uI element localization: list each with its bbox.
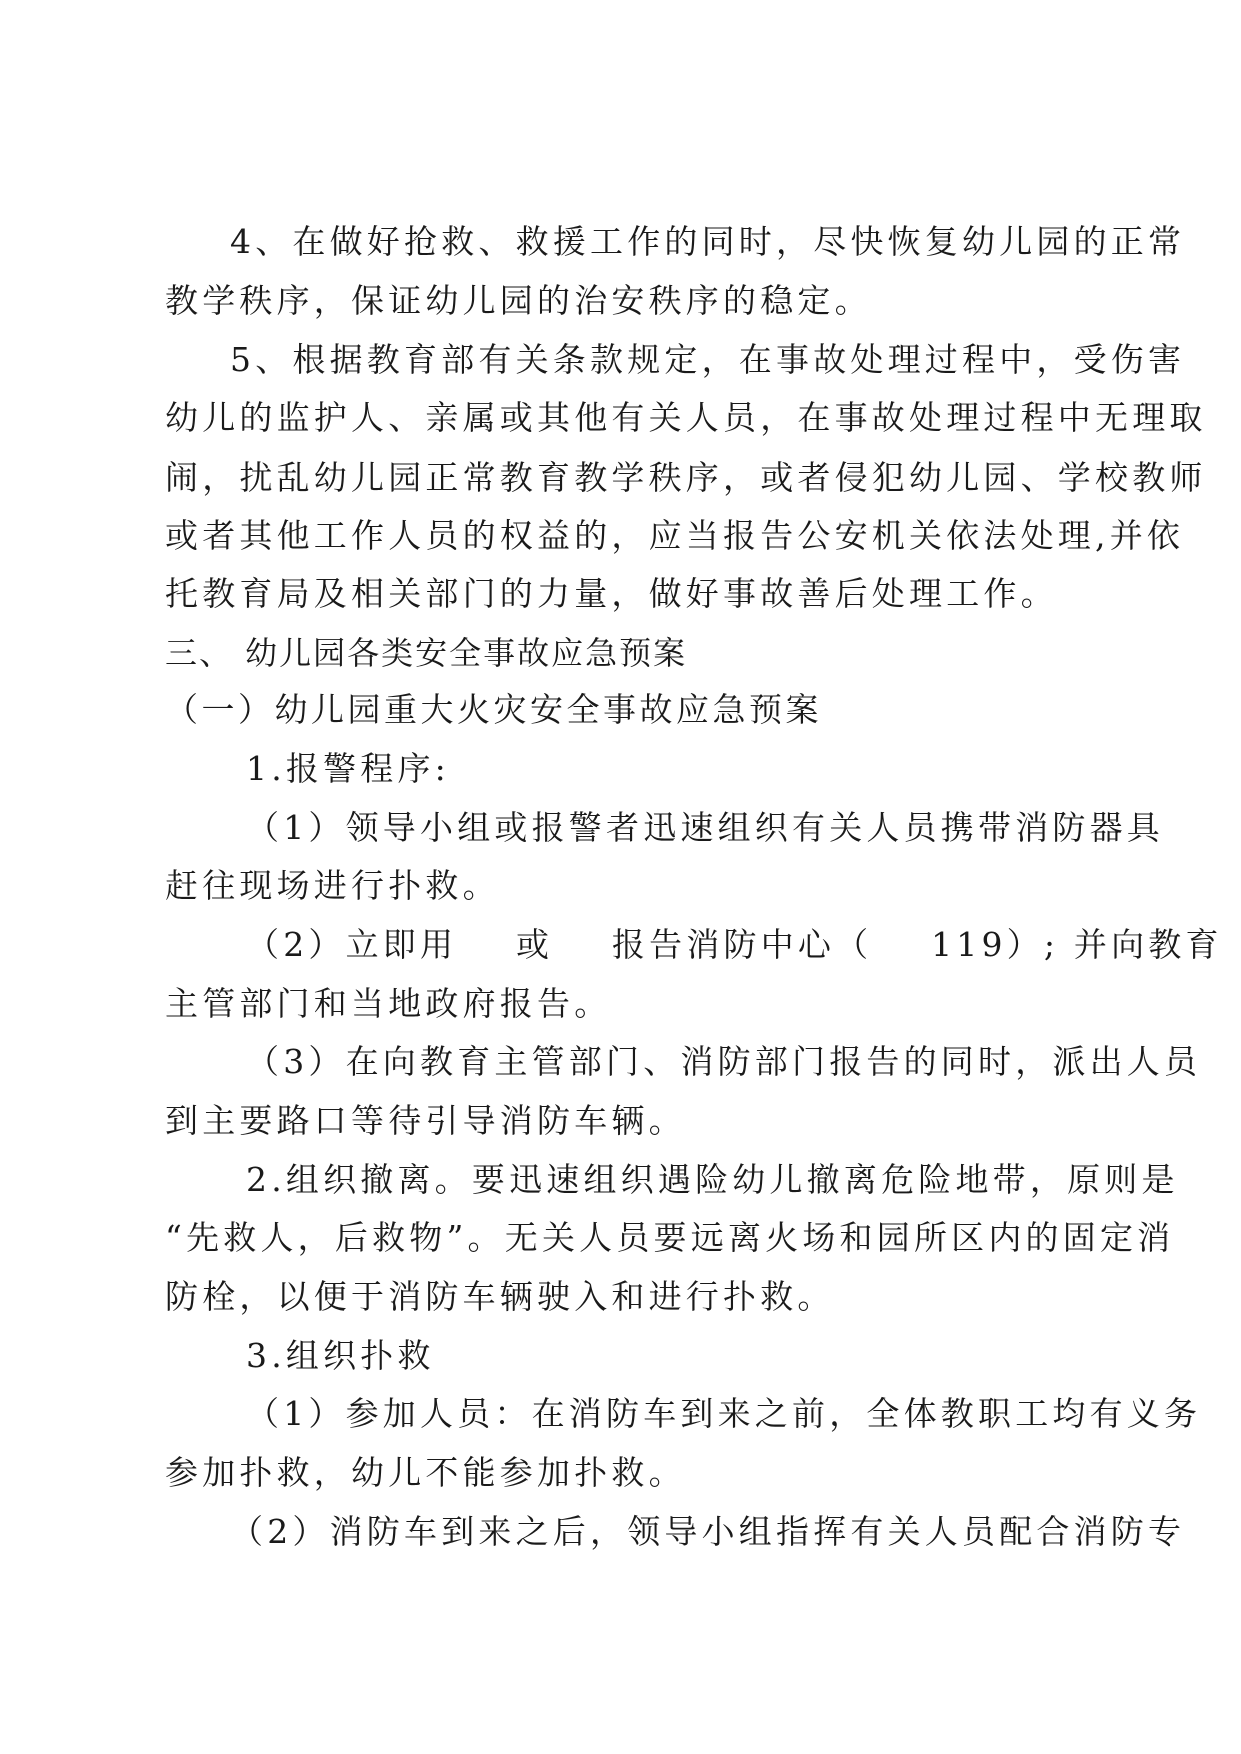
item-1-heading: 1.报警程序: [246,749,451,788]
paragraph-4-line-1: 4、在做好抢救、救援工作的同时，尽快恢复幼儿园的正常 [230,222,1186,261]
section-heading-3: 三、 幼儿园各类安全事故应急预案 [165,634,688,672]
paragraph-5-line-1: 5、根据教育部有关条款规定，在事故处理过程中，受伤害 [230,340,1186,379]
paragraph-5-line-3: 闹，扰乱幼儿园正常教育教学秩序，或者侵犯幼儿园、学校教师 [165,458,1207,497]
item-3-1-line-2: 参加扑救，幼儿不能参加扑救。 [165,1453,686,1492]
item-1-3-line-2: 到主要路口等待引导消防车辆。 [165,1101,686,1140]
item-2-line-3: 防栓，以便于消防车辆驶入和进行扑救。 [165,1277,835,1316]
item-1-1-line-1: （1）领导小组或报警者迅速组织有关人员携带消防器具 [246,808,1164,847]
item-3-1-line-1: （1）参加人员：在消防车到来之前，全体教职工均有义务 [246,1394,1202,1433]
subsection-heading-1: （一）幼儿园重大火灾安全事故应急预案 [165,690,822,729]
paragraph-4-line-2: 教学秩序，保证幼儿园的治安秩序的稳定。 [165,281,872,320]
item-1-3-line-1: （3）在向教育主管部门、消防部门报告的同时，派出人员 [246,1042,1202,1081]
item-1-2-line-2: 主管部门和当地政府报告。 [165,984,612,1023]
item-3-heading: 3.组织扑救 [246,1336,435,1375]
item-1-2-line-1: （2）立即用 或 报告消防中心（ 119）; 并向教育 [246,925,1223,964]
paragraph-5-line-5: 托教育局及相关部门的力量，做好事故善后处理工作。 [165,574,1058,613]
item-1-1-line-2: 赶往现场进行扑救。 [165,866,500,905]
item-2-line-2: “先救人，后救物”。无关人员要远离火场和园所区内的固定消 [165,1218,1175,1257]
item-3-2-line-1: （2）消防车到来之后，领导小组指挥有关人员配合消防专 [230,1512,1186,1551]
paragraph-5-line-4: 或者其他工作人员的权益的，应当报告公安机关依法处理,并依 [165,516,1185,555]
paragraph-5-line-2: 幼儿的监护人、亲属或其他有关人员，在事故处理过程中无理取 [165,398,1207,437]
item-2-line-1: 2.组织撤离。要迅速组织遇险幼儿撤离危险地带，原则是 [246,1160,1179,1199]
